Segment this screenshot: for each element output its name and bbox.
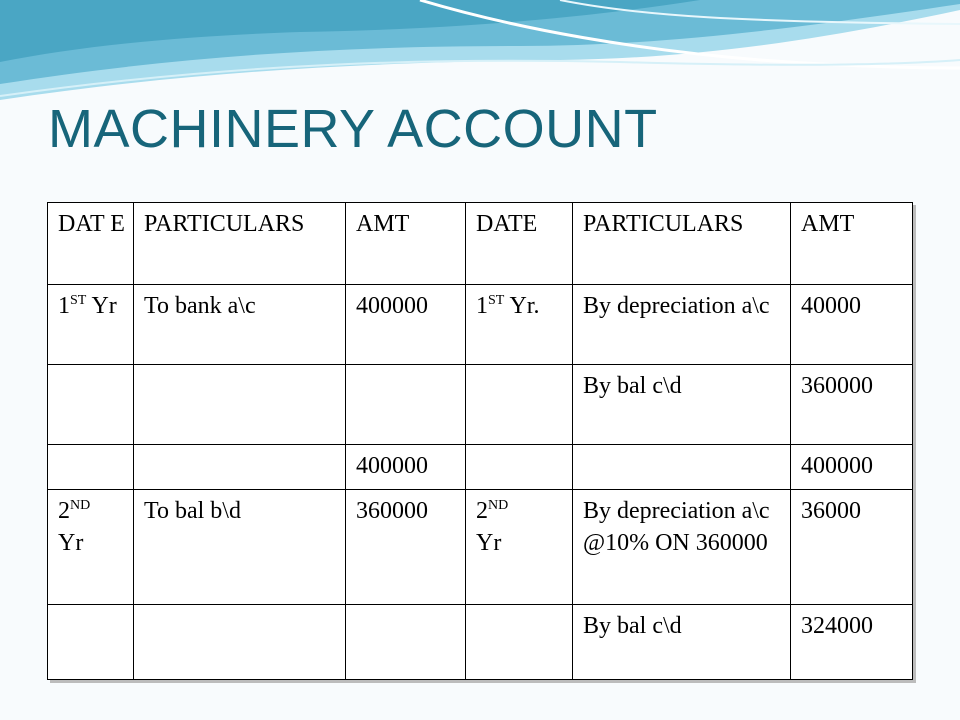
empty-cell: [573, 445, 791, 490]
table-row: [48, 365, 913, 445]
date-rest: Yr: [476, 530, 502, 556]
header-cell: PARTICULARS: [573, 203, 791, 285]
machinery-account-table: [47, 202, 913, 680]
table-row: [48, 490, 913, 605]
date-superscript: ST: [70, 293, 87, 308]
debit-total-cell: 400000: [346, 445, 466, 490]
credit-amount-cell: 40000: [791, 285, 913, 365]
debit-amount-cell: 400000: [346, 285, 466, 365]
header-cell: DAT E: [48, 203, 134, 285]
date-number: 1: [476, 293, 488, 319]
table-header-row: [48, 203, 913, 285]
date-rest: Yr: [86, 293, 117, 319]
credit-amount-cell: 360000: [791, 365, 913, 445]
date-number: 1: [58, 293, 70, 319]
debit-particulars-cell: To bal b\d: [134, 490, 346, 605]
date-superscript: ND: [70, 498, 91, 513]
credit-total-cell: 400000: [791, 445, 913, 490]
credit-date-cell: [466, 285, 573, 365]
empty-cell: [466, 365, 573, 445]
date-number: 2: [476, 498, 488, 524]
totals-row: [48, 445, 913, 490]
empty-cell: [48, 365, 134, 445]
header-cell: PARTICULARS: [134, 203, 346, 285]
empty-cell: [466, 445, 573, 490]
empty-cell: [346, 605, 466, 680]
header-cell: DATE: [466, 203, 573, 285]
table-row: [48, 285, 913, 365]
empty-cell: [466, 605, 573, 680]
empty-cell: [346, 365, 466, 445]
credit-amount-cell: 36000: [791, 490, 913, 605]
debit-date-cell: [48, 490, 134, 605]
empty-cell: [134, 605, 346, 680]
credit-particulars-cell: By bal c\d: [573, 605, 791, 680]
empty-cell: [134, 445, 346, 490]
credit-amount-cell: 324000: [791, 605, 913, 680]
empty-cell: [134, 365, 346, 445]
empty-cell: [48, 445, 134, 490]
header-cell: AMT: [346, 203, 466, 285]
date-superscript: ST: [488, 293, 505, 308]
date-rest: Yr.: [504, 293, 540, 319]
debit-date-cell: [48, 285, 134, 365]
credit-date-cell: [466, 490, 573, 605]
debit-particulars-cell: To bank a\c: [134, 285, 346, 365]
empty-cell: [48, 605, 134, 680]
date-number: 2: [58, 498, 70, 524]
credit-particulars-cell: By depreciation a\c: [573, 285, 791, 365]
slide-title: MACHINERY ACCOUNT: [48, 99, 658, 159]
credit-particulars-cell: By depreciation a\c @10% ON 360000: [573, 490, 791, 605]
date-superscript: ND: [488, 498, 509, 513]
date-rest: Yr: [58, 530, 84, 556]
debit-amount-cell: 360000: [346, 490, 466, 605]
credit-particulars-cell: By bal c\d: [573, 365, 791, 445]
header-cell: AMT: [791, 203, 913, 285]
table-row: [48, 605, 913, 680]
